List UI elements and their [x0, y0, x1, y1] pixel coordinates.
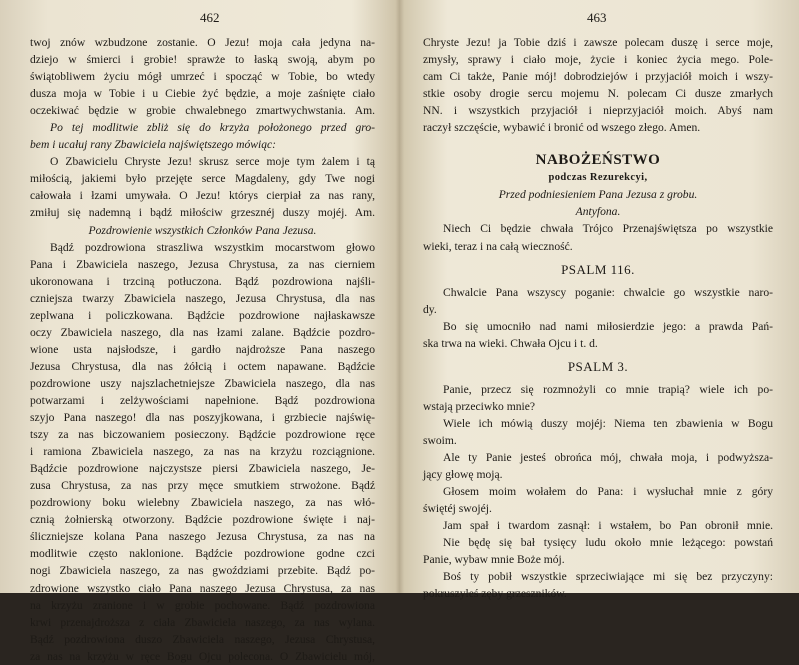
text-line: zmiłuj się nademną i bądź miłościw grzesznéj duszy mojéj. Am.: [30, 206, 375, 220]
left-page: [0, 0, 398, 663]
text-line: pokruszyłeś zęby grzeszników.: [423, 587, 567, 601]
text-line: Niech Ci będzie chwała Trójco Przenajświętsza po wszystkie: [443, 222, 773, 236]
text-line: Antyfona.: [575, 205, 621, 219]
text-line: cam Ci także, Panie mój! dobrodziejów i przyjaciół moich i wszy-: [423, 70, 773, 84]
text-line: świętéj swojéj.: [423, 502, 492, 516]
text-line: PSALM 3.: [567, 358, 629, 374]
text-line: Boś ty pobił wszystkie sprzeciwiające mi się bez przyczyny:: [443, 570, 773, 584]
text-line: wstają przeciwko mnie?: [423, 399, 536, 413]
spacer: [423, 136, 773, 152]
text-line: zdrowione wszystko ciało Pana naszego Jezusa Chrystusa, za nas: [30, 581, 375, 595]
text-line: Bo się umocniło nad nami miłosierdzie jego: a prawda Pań-: [443, 319, 773, 333]
text-line: dy.: [423, 302, 437, 316]
text-line: zeplwana i policzkowana. Bądźcie pozdrowione najłaskawsze: [30, 308, 375, 322]
text-line: Nie będę się bał tysięcy ludu około mnie leżącego: powstań: [443, 536, 773, 550]
text-line: pozdrowiony boku wielebny Zbawiciela naszego, za nas włó-: [30, 496, 375, 510]
text-line: Chryste Jezu! ja Tobie dziś i zawsze polecam duszę i serce moje,: [423, 36, 773, 49]
text-line: PSALM 116.: [561, 261, 635, 277]
text-line: ukoronowana i trzciną potłuczona. Bądź pozdrowiona najśli-: [30, 274, 375, 288]
text-line: tszy za nas biczowaniem posieczony. Bądźcie pozdrowione ręce: [30, 428, 375, 442]
text-line: Głosem moim wołałem do Pana: i wysłuchał mnie z góry: [443, 485, 773, 499]
text-line: podczas Rezurekcyi,: [548, 172, 648, 184]
text-line: swoim.: [423, 433, 457, 447]
right-page: [401, 0, 799, 601]
text-line: ska trwa na wieki. Chwała Ojcu i t. d.: [423, 336, 598, 350]
text-line: NN. i wszystkich przyjaciół i nieprzyjaciół moich. Abyś nam: [423, 104, 773, 118]
text-line: cznią żołnierską otworzony. Bądźcie pozdrowione święte i naj-: [30, 513, 375, 527]
text-line: O Zbawicielu Chryste Jezu! skrusz serce moje tym żalem i tą: [50, 155, 375, 169]
text-line: raczył szczęście, wybawić i bronić od wszego złego. Amen.: [423, 121, 701, 135]
text-line: całowała i łzami umywała. O Jezu! którys cierpiał za nas rany,: [30, 189, 375, 203]
text-line: Po tej modlitwie zbliż się do krzyża położonego przed gro-: [50, 121, 375, 135]
text-line: Bądź pozdrowiona straszliwa wszystkim mocarstwom głowo: [50, 240, 375, 254]
text-line: Jam spał i twardom zasnął: i wstałem, bo Pan obronił mnie.: [443, 519, 773, 533]
text-line: stkie osoby drogie sercu mojemu N. polecam Ci dusze zmarłych: [423, 87, 773, 101]
text-line: Chwalcie Pana wszyscy poganie: chwalcie go wszystkie naro-: [443, 285, 773, 299]
text-line: szyjo Pana naszego! dla nas poszyjkowana, i grzbiecie najświę-: [30, 411, 375, 425]
text-line: Panie, przecz się rozmnożyli co mnie trapią? wiele ich po-: [443, 382, 773, 396]
text-line: oczy Zbawiciela naszego, dla nas łzami zalane. Bądźcie pozdro-: [30, 325, 375, 339]
text-line: potwarzami i zelżywościami napełnione. Bądź pozdrowiona: [30, 393, 375, 407]
text-line: zusa Chrystusa, za nas przy męce smutkiem strwożone. Bądź: [30, 479, 375, 493]
text-line: czniejsza twarzy Zbawiciela naszego, Jezusa Chrystusa, dla nas: [30, 291, 375, 305]
text-line: Pana i Zbawiciela naszego, Jezusa Chrystusa, za nas cierniem: [30, 257, 375, 271]
text-line: na krzyżu zranione i w grobie pochowane. Bądź pozdrowiona: [30, 598, 375, 612]
text-line: dusza moja w Tobie i u Ciebie żyć będzie, a moje zaśnięte ciało: [30, 87, 375, 101]
text-line: Jezusa Chrystusa, dla nas żółcią i octem napawane. Bądźcie: [30, 359, 375, 373]
text-line: Wiele ich mówią duszy mojéj: Niema ten zbawienia w Bogu: [443, 416, 773, 430]
text-line: oczekiwać będzie w grobie chwalebnego zmartwychwstania. Am.: [30, 104, 375, 118]
page-number: 462: [200, 10, 220, 25]
page-text: [423, 34, 773, 602]
text-line: za nas na krzyżu w ręce Bogu Ojcu polecona. O Zbawicielu mój,: [30, 649, 375, 663]
page-text: [30, 34, 375, 665]
text-line: pozdrowione uszy najszlachetniejsze Zbawiciela naszego, dla nas: [30, 376, 375, 390]
text-line: Pozdrowienie wszystkich Członków Pana Jezusa.: [88, 223, 317, 237]
text-line: twoj znów wzbudzone zostanie. O Jezu! moja cała jedyna na-: [30, 36, 375, 49]
text-line: zmysły, sprawy i ciało moje, życie i koniec życia mego. Pole-: [423, 53, 773, 67]
text-line: wione usta najsłodsze, i gardło najdroższe Pana naszego: [30, 342, 375, 356]
text-line: Ale ty Panie jesteś obrońca mój, chwała moja, i podwyższa-: [443, 451, 773, 465]
text-line: miłością, jakiemi było przejęte serce Magdaleny, gdy Twe nogi: [30, 172, 375, 186]
text-line: świątobliwem życiu mógł umrzeć i spocząć w Tobie, bo wtedy: [30, 70, 375, 84]
text-line: jący głowę moją.: [423, 468, 503, 482]
text-line: dziejo w śmierci i grobie! sprawże to łaską swoją, abym po: [30, 53, 375, 67]
text-line: i ramiona Zbawiciela naszego, za nas na krzyżu rozciągnione.: [30, 445, 375, 459]
text-line: NABOŻEŃSTWO: [535, 152, 661, 169]
text-line: Bądź pozdrowiona duszo Zbawiciela naszego, Jezusa Chrystusa,: [30, 632, 375, 646]
text-line: nogi Zbawiciela naszego, za nas gwoździami przebite. Bądź po-: [30, 564, 375, 578]
text-line: wieki, teraz i na całą wieczność.: [423, 239, 573, 253]
text-line: Przed podniesieniem Pana Jezusa z grobu.: [498, 188, 698, 202]
text-line: Bądźcie pozdrowione najczystsze piersi Zbawiciela naszego, Je-: [30, 462, 375, 476]
text-line: modlitwie często naklonione. Bądźcie pozdrowione godne czci: [30, 547, 375, 561]
text-line: Panie, wybaw mnie Boże mój.: [423, 553, 565, 567]
text-line: krwi przenajdroższa z ciała Zbawiciela naszego, za nas wylana.: [30, 615, 375, 629]
page-number: 463: [587, 10, 607, 25]
text-line: śliczniejsze kolana Pana naszego Jezusa Chrystusa, za nas na: [30, 530, 375, 544]
text-line: bem i ucałuj rany Zbawiciela najświętszego mówiąc:: [30, 138, 277, 152]
